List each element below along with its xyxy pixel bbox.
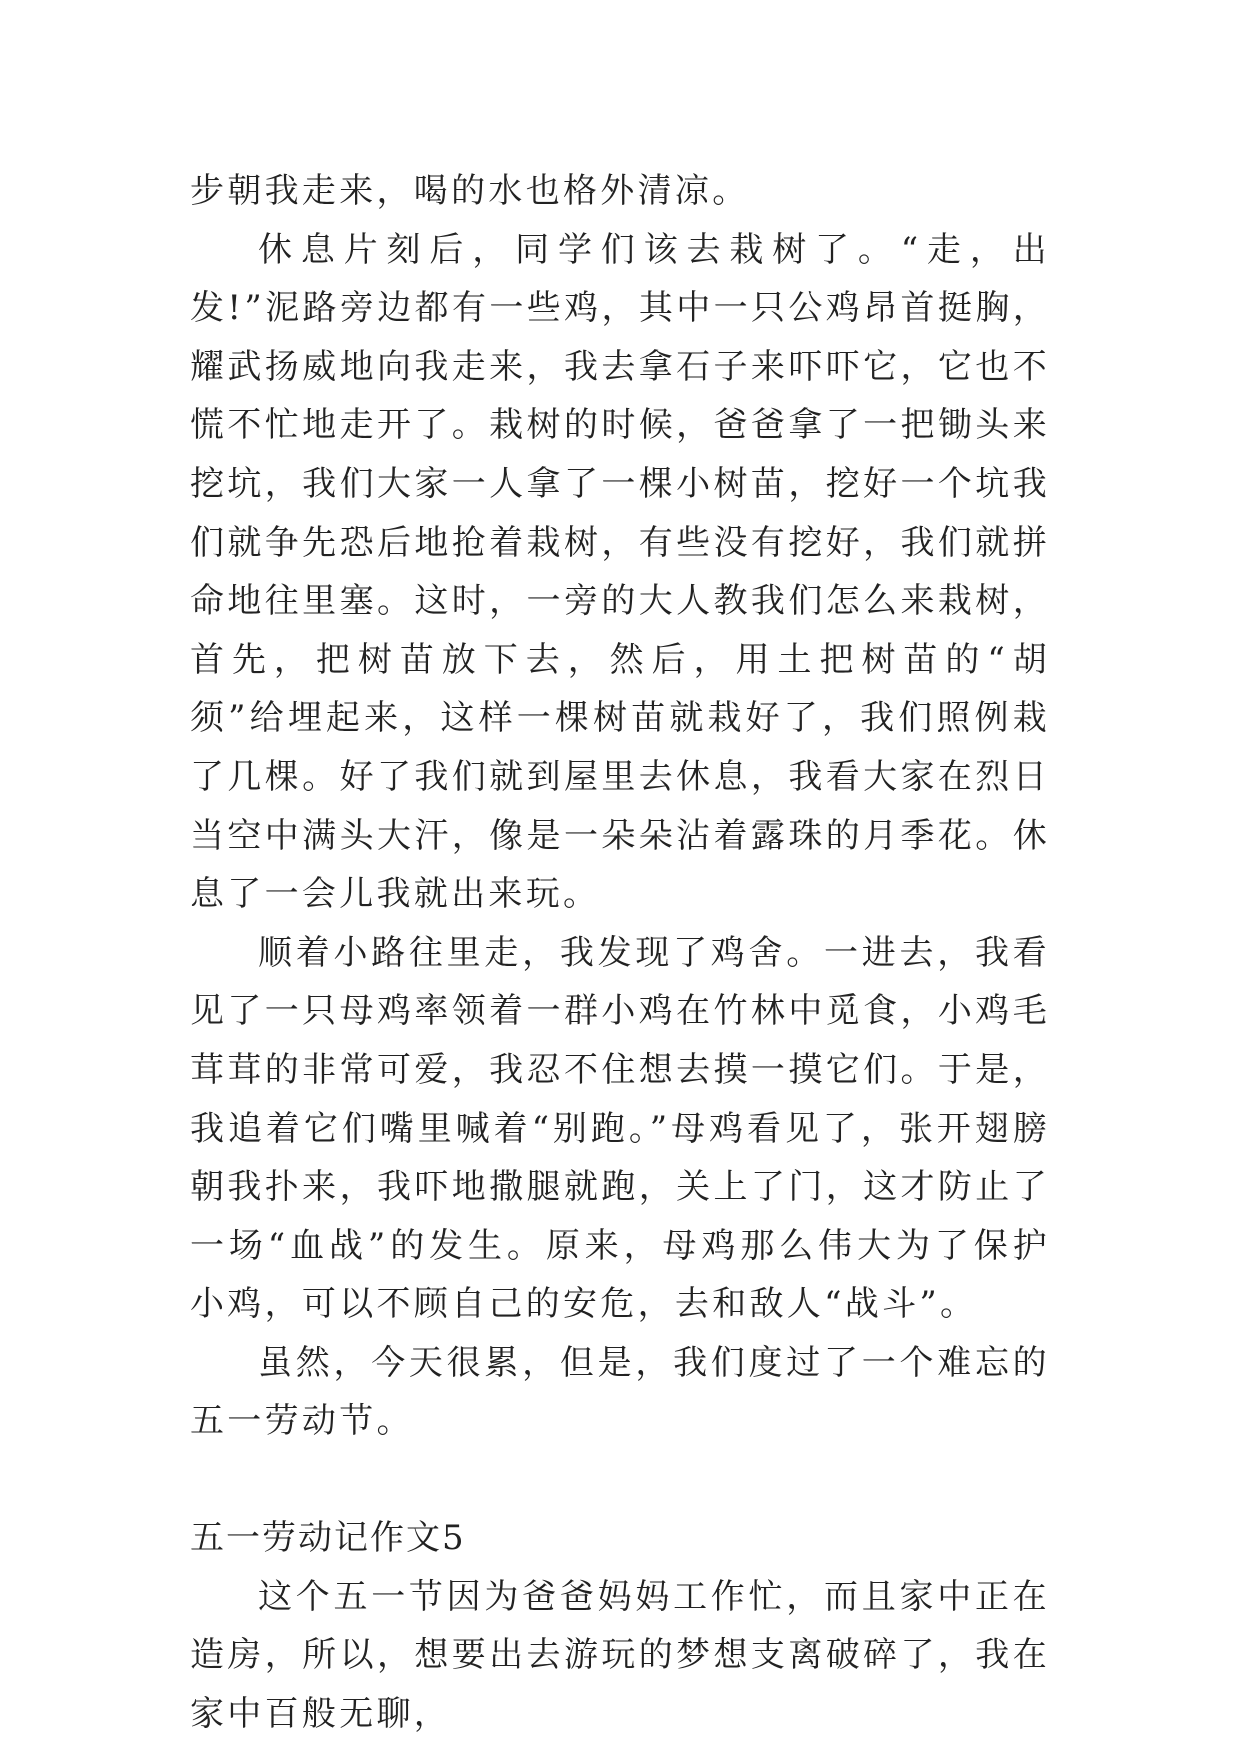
paragraph-conclusion: 虽然，今天很累，但是，我们度过了一个难忘的五一劳动节。 <box>190 1342 1050 1442</box>
paragraph-chicken-coop: 顺着小路往里走，我发现了鸡舍。一进去，我看见了一只母鸡率领着一群小鸡在竹林中觅食，小鸡毛茸茸的非常可爱，我忍不住想去摸一摸它们。于是，我追着它们嘴里喊着“别跑。”母鸡看见了，张开翅膀朝我扑来，我吓地撒腿就跑，关上了门，这才防止了一场“血战”的发生。原来，母鸡那么伟大为了保护小鸡，可以不顾自己的安危，去和敌人“战斗”。 <box>190 932 1050 1325</box>
paragraph-essay-5-start: 这个五一节因为爸爸妈妈工作忙，而且家中正在造房，所以，想要出去游玩的梦想支离破碎了，我在家中百般无聊， <box>190 1576 1050 1734</box>
section-title: 五一劳动记作文5 <box>190 1518 466 1559</box>
document-body <box>190 162 1050 1743</box>
paragraph-continuation: 步朝我走来，喝的水也格外清凉。 <box>190 171 750 211</box>
paragraph-planting-trees: 休息片刻后，同学们该去栽树了。“走，出发!”泥路旁边都有一些鸡，其中一只公鸡昂首挺胸，耀武扬威地向我走来，我去拿石子来吓吓它，它也不慌不忙地走开了。栽树的时候，爸爸拿了一把锄头来挖坑，我们大家一人拿了一棵小树苗，挖好一个坑我们就争先恐后地抢着栽树，有些没有挖好，我们就拼命地往里塞。这时，一旁的大人教我们怎么来栽树，首先，把树苗放下去，然后，用土把树苗的“胡须”给埋起来，这样一棵树苗就栽好了，我们照例栽了几棵。好了我们就到屋里去休息，我看大家在烈日当空中满头大汗，像是一朵朵沾着露珠的月季花。休息了一会儿我就出来玩。 <box>190 229 1050 915</box>
section-spacer <box>190 1451 1050 1509</box>
